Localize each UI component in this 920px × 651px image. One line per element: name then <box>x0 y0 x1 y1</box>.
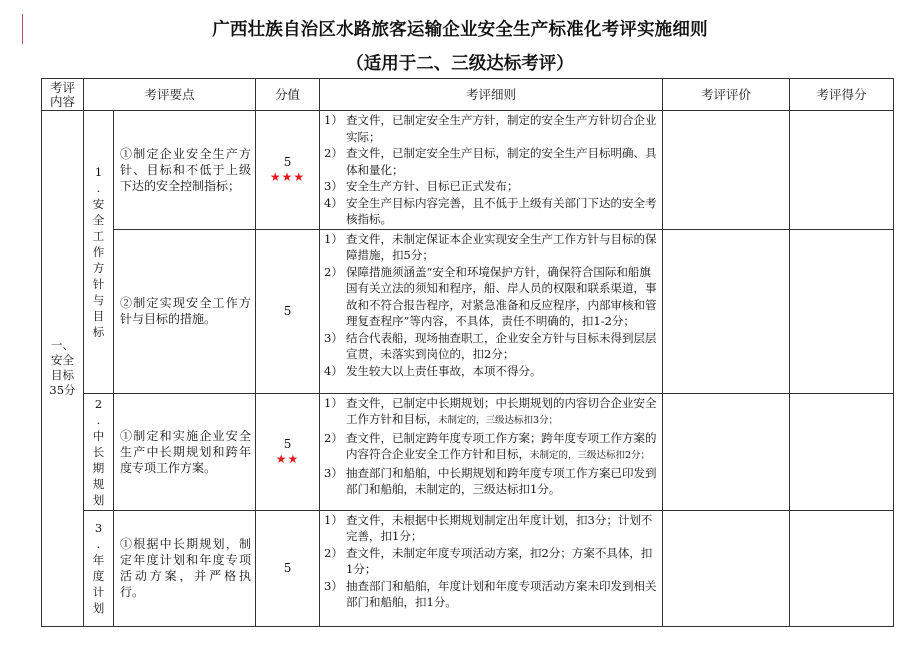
detail-text: 查文件，已制定中长期规划；中长期规划的内容切合企业安全工作方针和目标， <box>346 395 657 426</box>
detail-number: 4） <box>324 363 343 378</box>
header-detail: 考评细则 <box>320 79 663 111</box>
subsection-char: 工 <box>92 228 105 243</box>
detail-number: 2） <box>324 146 343 160</box>
evaluation-cell[interactable] <box>663 111 790 230</box>
subsection-char: 安 <box>92 196 105 211</box>
content-cell-line: 目标 <box>51 368 74 383</box>
subsection-char: 中 <box>92 428 105 443</box>
star-rating-icon: ★★ <box>275 451 300 466</box>
detail-number: 3） <box>324 330 343 345</box>
detail-cell <box>320 393 663 510</box>
detail-number: 3） <box>324 465 343 480</box>
star-rating-icon: ★★★ <box>269 169 306 184</box>
subsection-char: 作 <box>92 244 105 259</box>
detail-text: 安全生产目标内容完善，且不低于上级有关部门下达的安全考核指标。 <box>346 195 657 226</box>
detail-cell <box>320 111 663 230</box>
score-cell <box>256 229 320 393</box>
subsection-char: . <box>96 412 101 427</box>
evaluation-cell[interactable] <box>663 393 790 510</box>
detail-item <box>324 578 658 611</box>
evaluation-cell[interactable] <box>663 510 790 626</box>
detail-text-wrap <box>346 395 658 430</box>
header-eval: 考评评价 <box>663 79 790 111</box>
evaluation-point: ①根据中长期规划，制定年度计划和年度专项活动方案，并严格执行。 <box>114 510 256 626</box>
detail-number: 2） <box>324 430 343 445</box>
subsection-char: 度 <box>92 569 105 583</box>
detail-text-wrap <box>346 145 658 178</box>
content-cell <box>42 111 84 627</box>
detail-item <box>324 430 658 465</box>
detail-text: 保障措施须涵盖“安全和环境保护方针，确保符合国际和船旗国有关立法的须知和程序，船、岸人员的权限和联系渠道，事故和不符合报告程序，对紧急准备和反应程序，内部审核和管理复查程序”等内容，不具体，责任不明确的，扣1-2分； <box>346 264 657 328</box>
score-cell <box>256 393 320 510</box>
score-value: 5 <box>283 303 292 318</box>
detail-text-wrap <box>346 430 658 465</box>
subsection-char: 全 <box>92 212 105 227</box>
detail-item <box>324 545 658 578</box>
subsection-char: 期 <box>92 460 105 475</box>
detail-text: 抽查部门和船舶，中长期规划和跨年度专项工作方案已印发到部门和船舶，未制定的，三级达标扣1分。 <box>346 465 657 496</box>
header-content: 考评 内容 <box>42 79 84 111</box>
detail-number: 3） <box>324 578 343 593</box>
subsection-char: 划 <box>92 492 105 507</box>
document-subtitle: （适用于二、三级达标考评） <box>346 54 574 74</box>
subsection-char: 划 <box>92 601 105 615</box>
detail-item <box>324 330 658 363</box>
detail-number: 4） <box>324 195 343 210</box>
evaluation-point: ②制定实现安全工作方针与目标的措施。 <box>114 229 256 393</box>
detail-text-wrap <box>346 195 658 228</box>
score-result-cell[interactable] <box>790 111 894 230</box>
detail-text-wrap <box>346 578 658 611</box>
subsection-cell <box>84 393 114 510</box>
detail-text-wrap <box>346 112 658 145</box>
score-value: 5 <box>283 560 292 575</box>
subsection-char: . <box>96 180 101 195</box>
content-cell-line: 一、 <box>51 338 74 353</box>
header-result: 考评得分 <box>790 79 894 111</box>
subsection-char: 长 <box>92 444 105 459</box>
detail-item <box>324 264 658 330</box>
score-value: 5 <box>283 436 292 451</box>
subsection-cell <box>84 111 114 394</box>
content-cell-line: 35分 <box>49 383 76 398</box>
subsection-char: 方 <box>92 260 105 275</box>
evaluation-cell[interactable] <box>663 229 790 393</box>
subsection-char: 目 <box>92 308 105 323</box>
detail-number: 1） <box>324 512 343 527</box>
detail-number: 3） <box>324 179 343 193</box>
detail-item <box>324 195 658 228</box>
detail-text: 查文件，未制定保证本企业实现安全生产工作方针与目标的保障措施，扣5分； <box>346 231 657 262</box>
detail-text: 发生较大以上责任事故，本项不得分。 <box>346 363 542 378</box>
detail-text-wrap <box>346 330 658 363</box>
subsection-char: 针 <box>92 276 105 291</box>
table-row <box>42 393 894 510</box>
detail-item <box>324 395 658 430</box>
score-value: 5 <box>283 154 292 169</box>
detail-item <box>324 145 658 178</box>
subsection-char: 年 <box>92 553 105 567</box>
detail-number: 1） <box>324 113 343 127</box>
detail-number: 2） <box>324 545 343 560</box>
detail-text: 查文件，已制定安全生产方针，制定的安全生产方针切合企业实际； <box>346 113 657 144</box>
subsection-char: 规 <box>92 476 105 491</box>
detail-text: 抽查部门和船舶，年度计划和年度专项活动方案未印发到相关部门和船舶，扣1分。 <box>346 578 657 609</box>
detail-text-wrap <box>346 178 658 195</box>
evaluation-point: ①制定企业安全生产方针、目标和不低于上级下达的安全控制指标； <box>114 111 256 230</box>
table-row <box>42 229 894 393</box>
score-result-cell[interactable] <box>790 393 894 510</box>
header-score: 分值 <box>256 79 320 111</box>
score-cell <box>256 111 320 230</box>
subsection-char: 1 <box>94 164 103 179</box>
subsection-cell <box>84 510 114 626</box>
detail-text: 查文件，已制定跨年度专项工作方案；跨年度专项工作方案的内容符合企业安全工作方针和目标， <box>346 430 657 461</box>
detail-item <box>324 512 658 545</box>
subsection-char: 标 <box>92 324 105 339</box>
detail-text: 查文件，未根据中长期规划制定出年度计划，扣3分；计划不完善，扣1分； <box>346 512 653 543</box>
detail-number: 2） <box>324 264 343 279</box>
detail-text-wrap <box>346 465 658 498</box>
subsection-char: 计 <box>92 585 105 599</box>
detail-item <box>324 231 658 264</box>
detail-small-text: 未制定的，三级达标扣2分； <box>530 450 651 461</box>
detail-number: 1） <box>324 231 343 246</box>
detail-text: 安全生产方针、目标已正式发布； <box>346 179 519 193</box>
subsection-char: 2 <box>94 396 103 411</box>
detail-text: 查文件，已制定安全生产目标，制定的安全生产目标明确、具体和量化； <box>346 146 657 177</box>
table-row <box>42 510 894 626</box>
detail-text: 结合代表船，现场抽查职工，企业安全方针与目标未得到层层宣贯，未落实到岗位的，扣2分； <box>346 330 657 361</box>
detail-cell <box>320 229 663 393</box>
score-cell <box>256 510 320 626</box>
detail-item <box>324 112 658 145</box>
detail-item <box>324 363 658 380</box>
detail-text-wrap <box>346 545 658 578</box>
subsection-char: 3 <box>94 521 103 535</box>
detail-item <box>324 465 658 498</box>
detail-cell <box>320 510 663 626</box>
table-row <box>42 111 894 230</box>
score-result-cell[interactable] <box>790 510 894 626</box>
evaluation-point: ①制定和实施企业安全生产中长期规划和跨年度专项工作方案。 <box>114 393 256 510</box>
detail-small-text: 未制定的，三级达标扣3分； <box>438 415 559 426</box>
detail-text-wrap <box>346 231 658 264</box>
evaluation-table <box>41 78 894 627</box>
detail-text-wrap <box>346 363 658 380</box>
header-point: 考评要点 <box>84 79 256 111</box>
subsection-char: . <box>96 537 101 551</box>
score-result-cell[interactable] <box>790 229 894 393</box>
detail-text: 查文件，未制定年度专项活动方案，扣2分；方案不具体，扣1分； <box>346 545 653 576</box>
document-title: 广西壮族自治区水路旅客运输企业安全生产标准化考评实施细则 <box>212 20 708 40</box>
detail-text-wrap <box>346 264 658 330</box>
detail-number: 1） <box>324 395 343 410</box>
content-cell-line: 安全 <box>51 353 74 368</box>
detail-item <box>324 178 658 195</box>
subsection-char: 与 <box>92 292 105 307</box>
table-header-row <box>42 79 894 111</box>
detail-text-wrap <box>346 512 658 545</box>
